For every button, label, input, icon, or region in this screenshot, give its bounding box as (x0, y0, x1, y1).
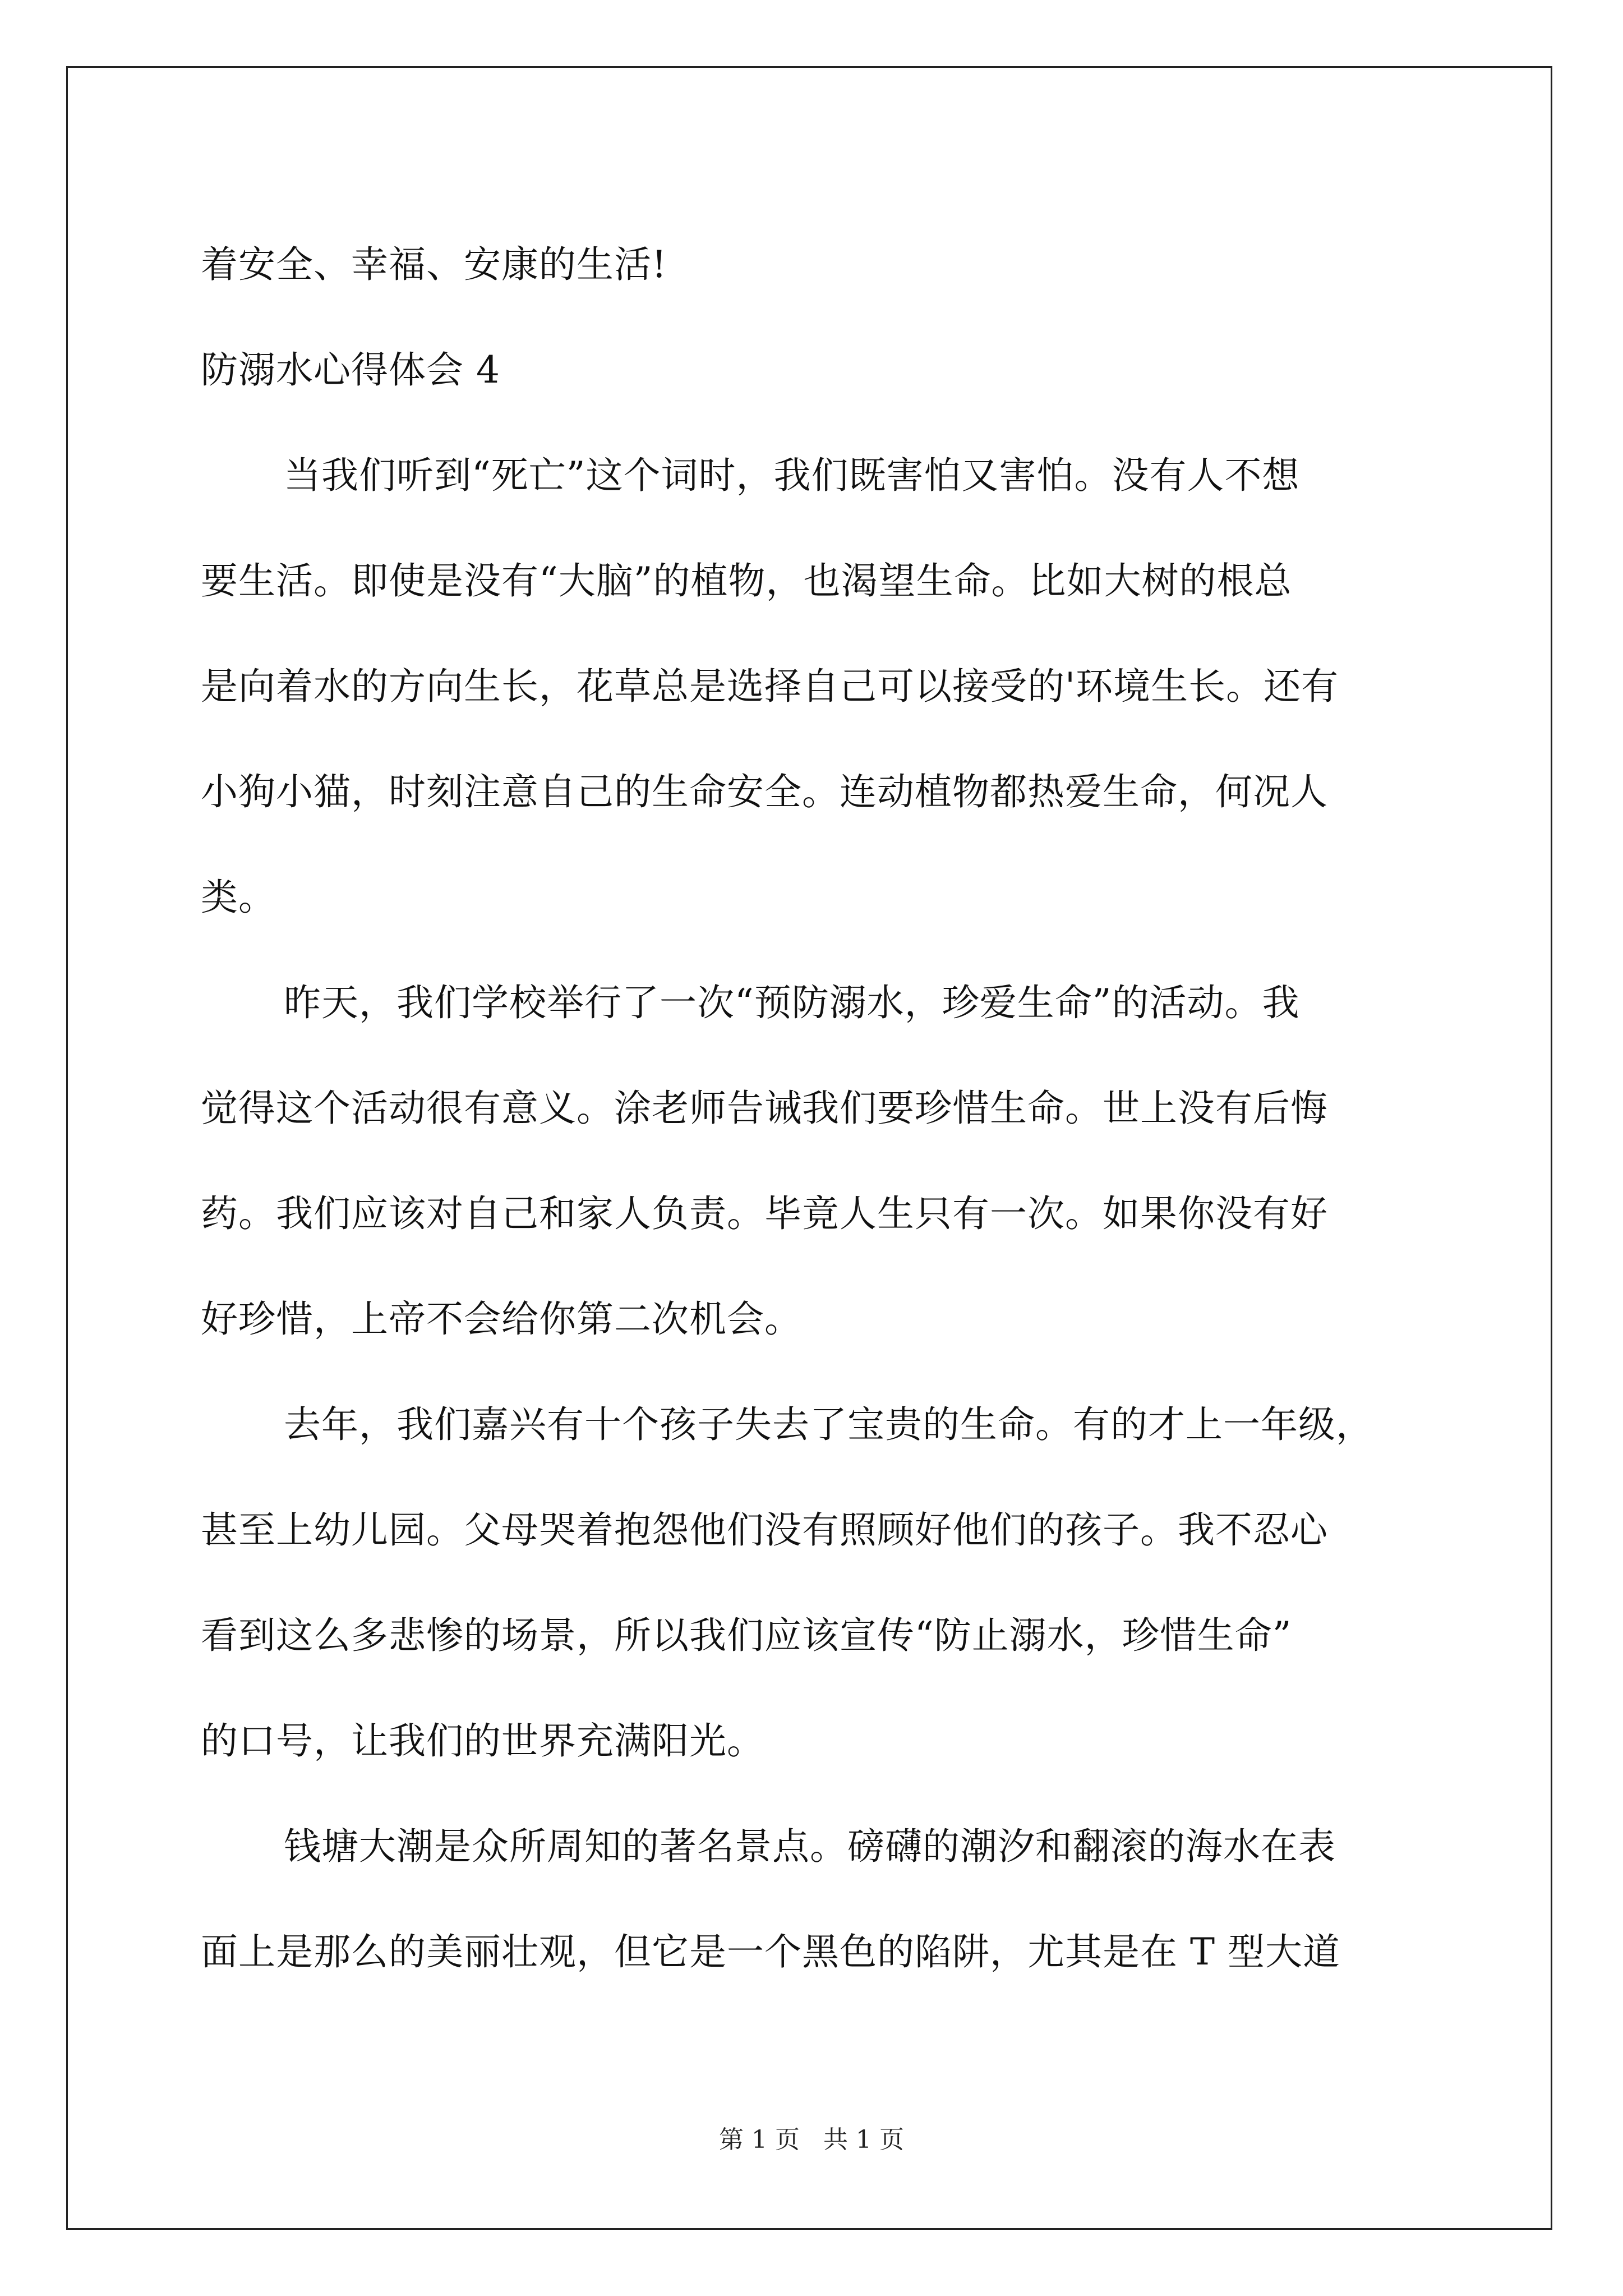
text-line: 要生活。即使是没有“大脑”的植物，也渴望生命。比如大树的根总 (201, 559, 1292, 602)
text-line: 觉得这个活动很有意义。涂老师告诫我们要珍惜生命。世上没有后悔 (201, 1087, 1328, 1130)
document-body (201, 212, 1435, 2005)
page-total: 共 1 页 (823, 2125, 904, 2154)
text-line: 的口号，让我们的世界充满阳光。 (201, 1719, 764, 1763)
text-line: 看到这么多悲惨的场景，所以我们应该宣传“防止溺水，珍惜生命” (201, 1614, 1292, 1657)
paragraph-first-line: 昨天，我们学校举行了一次“预防溺水，珍爱生命”的活动。我 (284, 981, 1300, 1024)
text-line: 是向着水的方向生长，花草总是选择自己可以接受的'环境生长。还有 (201, 665, 1339, 708)
text-line: 好珍惜，上帝不会给你第二次机会。 (201, 1297, 802, 1341)
text-line: 药。我们应该对自己和家人负责。毕竟人生只有一次。如果你没有好 (201, 1192, 1328, 1235)
page-current: 第 1 页 (719, 2125, 800, 2154)
text-line: 类。 (201, 876, 276, 919)
paragraph-first-line: 去年，我们嘉兴有十个孩子失去了宝贵的生命。有的才上一年级， (284, 1403, 1373, 1446)
section-heading: 防溺水心得体会 4 (201, 348, 500, 392)
paragraph-first-line: 钱塘大潮是众所周知的著名景点。磅礴的潮汐和翻滚的海水在表 (284, 1825, 1336, 1868)
text-line: 着安全、幸福、安康的生活! (201, 243, 667, 286)
text-line: 甚至上幼儿园。父母哭着抱怨他们没有照顾好他们的孩子。我不忍心 (201, 1508, 1328, 1552)
text-line: 小狗小猫，时刻注意自己的生命安全。连动植物都热爱生命，何况人 (201, 770, 1328, 813)
paragraph-first-line: 当我们听到“死亡”这个词时，我们既害怕又害怕。没有人不想 (284, 454, 1300, 497)
page-footer (0, 2119, 1623, 2155)
text-line: 面上是那么的美丽壮观，但它是一个黑色的陷阱，尤其是在 T 型大道 (201, 1930, 1340, 1973)
